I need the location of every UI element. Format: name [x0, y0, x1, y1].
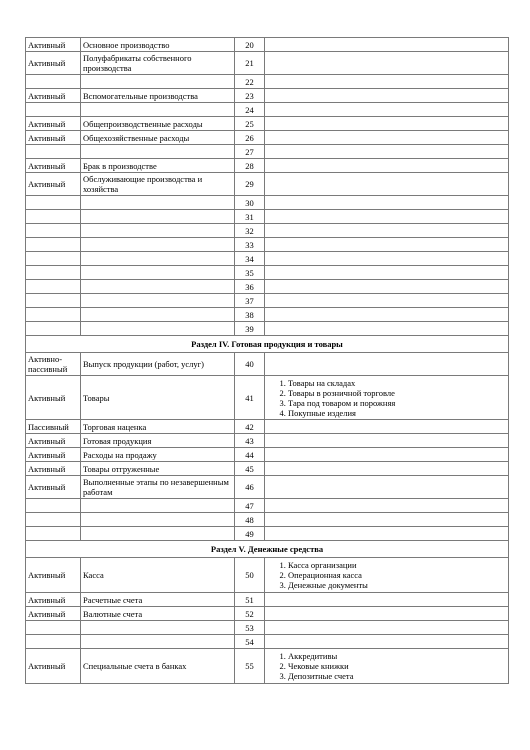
table-row [26, 476, 509, 499]
subaccounts-cell [265, 621, 509, 635]
table-row [26, 558, 509, 593]
table-row [26, 322, 509, 336]
account-name-cell [81, 322, 235, 336]
table-row [26, 353, 509, 376]
account-name-cell: Касса [81, 558, 235, 593]
account-type-cell [26, 75, 81, 89]
subaccounts-cell [265, 513, 509, 527]
account-type-cell [26, 499, 81, 513]
account-name-cell [81, 210, 235, 224]
table-row [26, 294, 509, 308]
account-number-cell: 24 [235, 103, 265, 117]
subaccounts-cell [265, 635, 509, 649]
table-row [26, 196, 509, 210]
account-number-cell: 27 [235, 145, 265, 159]
account-number-cell: 55 [235, 649, 265, 684]
table-row [26, 513, 509, 527]
subaccounts-cell [265, 476, 509, 499]
account-number-cell: 40 [235, 353, 265, 376]
table-row [26, 224, 509, 238]
account-type-cell [26, 280, 81, 294]
account-type-cell: Активный [26, 173, 81, 196]
account-number-cell: 29 [235, 173, 265, 196]
account-number-cell: 41 [235, 376, 265, 420]
account-number-cell: 42 [235, 420, 265, 434]
account-name-cell: Специальные счета в банках [81, 649, 235, 684]
subaccount-item: 2. Операционная касса [288, 570, 506, 580]
account-number-cell: 44 [235, 448, 265, 462]
subaccount-item: 2. Товары в розничной торговле [288, 388, 506, 398]
account-name-cell [81, 308, 235, 322]
table-row [26, 252, 509, 266]
table-row [26, 131, 509, 145]
subaccounts-cell [265, 434, 509, 448]
subaccounts-cell [265, 448, 509, 462]
account-type-cell: Активный [26, 159, 81, 173]
account-type-cell [26, 635, 81, 649]
subaccounts-cell [265, 322, 509, 336]
subaccounts-cell [265, 280, 509, 294]
account-number-cell: 38 [235, 308, 265, 322]
account-name-cell [81, 527, 235, 541]
subaccounts-cell [265, 252, 509, 266]
account-type-cell [26, 308, 81, 322]
account-type-cell: Активный [26, 593, 81, 607]
account-name-cell: Расчетные счета [81, 593, 235, 607]
subaccounts-cell [265, 308, 509, 322]
subaccount-item: 1. Аккредитивы [288, 651, 506, 661]
subaccount-item: 4. Покупные изделия [288, 408, 506, 418]
account-type-cell: Активный [26, 434, 81, 448]
account-type-cell [26, 322, 81, 336]
subaccounts-cell [265, 145, 509, 159]
subaccount-list [267, 560, 506, 590]
table-row [26, 52, 509, 75]
account-type-cell: Активный [26, 38, 81, 52]
account-number-cell: 22 [235, 75, 265, 89]
account-number-cell: 48 [235, 513, 265, 527]
table-row [26, 593, 509, 607]
account-type-cell [26, 621, 81, 635]
subaccount-item: 1. Касса организации [288, 560, 506, 570]
subaccounts-cell [265, 499, 509, 513]
account-number-cell: 32 [235, 224, 265, 238]
subaccounts-cell [265, 266, 509, 280]
section-title: Раздел V. Денежные средства [26, 541, 509, 558]
account-name-cell [81, 280, 235, 294]
account-number-cell: 39 [235, 322, 265, 336]
section-header-row [26, 336, 509, 353]
account-type-cell: Активный [26, 376, 81, 420]
account-type-cell [26, 103, 81, 117]
account-number-cell: 53 [235, 621, 265, 635]
account-name-cell [81, 103, 235, 117]
account-type-cell: Пассивный [26, 420, 81, 434]
account-type-cell [26, 238, 81, 252]
account-number-cell: 26 [235, 131, 265, 145]
accounts-table [25, 37, 509, 684]
subaccount-item: 1. Товары на складах [288, 378, 506, 388]
table-row [26, 607, 509, 621]
account-number-cell: 35 [235, 266, 265, 280]
account-number-cell: 20 [235, 38, 265, 52]
account-number-cell: 43 [235, 434, 265, 448]
account-number-cell: 28 [235, 159, 265, 173]
table-row [26, 635, 509, 649]
account-name-cell [81, 513, 235, 527]
account-name-cell: Общепроизводственные расходы [81, 117, 235, 131]
subaccounts-cell [265, 131, 509, 145]
subaccount-item: 3. Денежные документы [288, 580, 506, 590]
table-row [26, 89, 509, 103]
subaccounts-cell [265, 238, 509, 252]
subaccounts-cell [265, 117, 509, 131]
account-number-cell: 31 [235, 210, 265, 224]
account-number-cell: 36 [235, 280, 265, 294]
account-name-cell [81, 75, 235, 89]
subaccounts-cell [265, 376, 509, 420]
account-number-cell: 25 [235, 117, 265, 131]
account-name-cell [81, 145, 235, 159]
table-row [26, 145, 509, 159]
table-row [26, 280, 509, 294]
table-row [26, 499, 509, 513]
account-name-cell [81, 224, 235, 238]
account-name-cell: Полуфабрикаты собственного производства [81, 52, 235, 75]
account-name-cell [81, 196, 235, 210]
subaccounts-cell [265, 593, 509, 607]
table-row [26, 238, 509, 252]
account-number-cell: 30 [235, 196, 265, 210]
section-title: Раздел IV. Готовая продукция и товары [26, 336, 509, 353]
account-type-cell [26, 266, 81, 280]
subaccounts-cell [265, 52, 509, 75]
account-name-cell: Торговая наценка [81, 420, 235, 434]
account-type-cell: Активный [26, 131, 81, 145]
account-type-cell: Активный [26, 448, 81, 462]
account-type-cell: Активный [26, 476, 81, 499]
subaccounts-cell [265, 210, 509, 224]
account-type-cell: Активно-пассивный [26, 353, 81, 376]
account-name-cell: Расходы на продажу [81, 448, 235, 462]
subaccounts-cell [265, 173, 509, 196]
table-row [26, 448, 509, 462]
table-row [26, 649, 509, 684]
accounts-table-body [26, 38, 509, 684]
subaccounts-cell [265, 89, 509, 103]
section-header-row [26, 541, 509, 558]
account-number-cell: 34 [235, 252, 265, 266]
account-type-cell: Активный [26, 89, 81, 103]
account-name-cell: Готовая продукция [81, 434, 235, 448]
account-number-cell: 52 [235, 607, 265, 621]
subaccounts-cell [265, 558, 509, 593]
account-type-cell [26, 294, 81, 308]
account-type-cell: Активный [26, 649, 81, 684]
account-name-cell [81, 621, 235, 635]
subaccount-list [267, 651, 506, 681]
table-row [26, 266, 509, 280]
subaccount-item: 3. Депозитные счета [288, 671, 506, 681]
account-type-cell [26, 252, 81, 266]
account-number-cell: 46 [235, 476, 265, 499]
account-type-cell: Активный [26, 462, 81, 476]
account-name-cell [81, 499, 235, 513]
table-row [26, 420, 509, 434]
account-number-cell: 21 [235, 52, 265, 75]
account-name-cell [81, 294, 235, 308]
table-row [26, 38, 509, 52]
account-name-cell: Брак в производстве [81, 159, 235, 173]
account-name-cell: Обслуживающие производства и хозяйства [81, 173, 235, 196]
account-name-cell [81, 266, 235, 280]
subaccounts-cell [265, 649, 509, 684]
account-number-cell: 50 [235, 558, 265, 593]
account-type-cell [26, 196, 81, 210]
table-row [26, 103, 509, 117]
account-name-cell: Выпуск продукции (работ, услуг) [81, 353, 235, 376]
table-row [26, 173, 509, 196]
account-name-cell: Выполненные этапы по незавершенным работам [81, 476, 235, 499]
account-number-cell: 23 [235, 89, 265, 103]
account-number-cell: 37 [235, 294, 265, 308]
account-number-cell: 49 [235, 527, 265, 541]
subaccount-item: 2. Чековые книжки [288, 661, 506, 671]
subaccounts-cell [265, 607, 509, 621]
table-row [26, 527, 509, 541]
table-row [26, 621, 509, 635]
table-row [26, 210, 509, 224]
account-name-cell: Товары отгруженные [81, 462, 235, 476]
subaccounts-cell [265, 420, 509, 434]
table-row [26, 376, 509, 420]
table-row [26, 159, 509, 173]
account-name-cell [81, 252, 235, 266]
subaccounts-cell [265, 462, 509, 476]
account-type-cell [26, 210, 81, 224]
subaccounts-cell [265, 38, 509, 52]
account-number-cell: 51 [235, 593, 265, 607]
account-number-cell: 45 [235, 462, 265, 476]
subaccounts-cell [265, 103, 509, 117]
account-name-cell: Валютные счета [81, 607, 235, 621]
table-row [26, 308, 509, 322]
subaccounts-cell [265, 527, 509, 541]
table-row [26, 462, 509, 476]
subaccounts-cell [265, 224, 509, 238]
account-name-cell [81, 635, 235, 649]
account-type-cell [26, 145, 81, 159]
account-name-cell: Основное производство [81, 38, 235, 52]
account-number-cell: 47 [235, 499, 265, 513]
account-type-cell: Активный [26, 52, 81, 75]
subaccounts-cell [265, 75, 509, 89]
subaccount-item: 3. Тара под товаром и порожняя [288, 398, 506, 408]
account-type-cell: Активный [26, 607, 81, 621]
subaccount-list [267, 378, 506, 418]
account-type-cell: Активный [26, 117, 81, 131]
account-type-cell [26, 513, 81, 527]
account-type-cell: Активный [26, 558, 81, 593]
subaccounts-cell [265, 353, 509, 376]
table-row [26, 75, 509, 89]
account-name-cell [81, 238, 235, 252]
table-row [26, 117, 509, 131]
account-type-cell [26, 224, 81, 238]
subaccounts-cell [265, 294, 509, 308]
table-row [26, 434, 509, 448]
subaccounts-cell [265, 196, 509, 210]
account-name-cell: Товары [81, 376, 235, 420]
account-name-cell: Общехозяйственные расходы [81, 131, 235, 145]
account-type-cell [26, 527, 81, 541]
account-number-cell: 54 [235, 635, 265, 649]
subaccounts-cell [265, 159, 509, 173]
account-number-cell: 33 [235, 238, 265, 252]
account-name-cell: Вспомогательные производства [81, 89, 235, 103]
